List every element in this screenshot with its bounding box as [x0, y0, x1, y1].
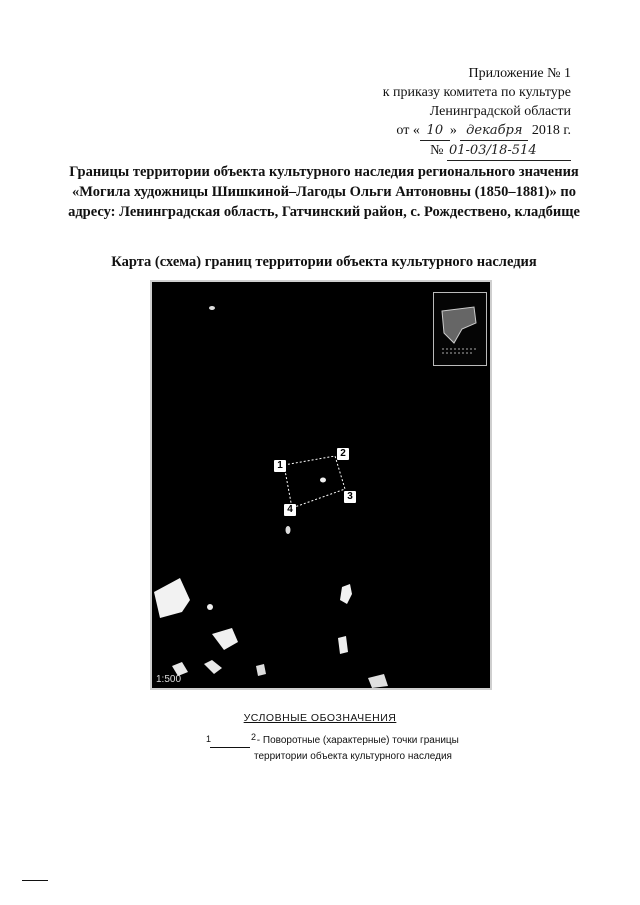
point-label-2: 2 — [337, 448, 349, 460]
map-feature — [256, 664, 266, 676]
title-line-3: адресу: Ленинградская область, Гатчинский район, с. Рождествено, кладбище — [68, 204, 580, 220]
annex-line-2: к приказу комитета по культуре — [382, 85, 571, 100]
footer-rule — [22, 880, 48, 881]
legend-title: УСЛОВНЫЕ ОБОЗНАЧЕНИЯ — [243, 712, 397, 724]
annex-line-1: Приложение № 1 — [468, 66, 571, 81]
date-prefix: от « — [396, 123, 420, 138]
territory-boundary — [284, 456, 345, 508]
annex-line-3: Ленинградской области — [429, 104, 571, 119]
point-label-1: 1 — [274, 460, 286, 472]
annex-number-line — [383, 141, 571, 161]
map-feature — [212, 628, 238, 650]
annex-date-line — [383, 121, 571, 141]
boundary-line-symbol — [206, 732, 256, 748]
point-label-4: 4 — [284, 504, 296, 516]
title-line-2: «Могила художницы Шишкиной–Лагоды Ольги Антоновны (1850–1881)» по — [72, 184, 576, 200]
date-mid: » — [449, 123, 461, 138]
map-feature — [338, 636, 348, 654]
map-spot — [207, 604, 213, 610]
date-month-handwritten: декабря — [460, 121, 528, 141]
legend-text-line-2: территории объекта культурного наследия — [254, 751, 452, 762]
legend-text-line-1: - Поворотные (характерные) точки границы — [256, 735, 459, 746]
symbol-end-label: 2 — [250, 732, 256, 742]
annex-block — [383, 64, 571, 161]
map-feature — [340, 584, 352, 604]
point-label-3: 3 — [344, 491, 356, 503]
map-heading: Карта (схема) границ территории объекта культурного наследия — [111, 254, 537, 270]
overview-inset — [433, 292, 487, 366]
order-number-handwritten: 01-03/18-514 — [447, 141, 571, 161]
legend-row — [206, 732, 459, 749]
boundary-map — [150, 280, 492, 690]
monument-marker — [320, 478, 326, 483]
map-spot — [286, 526, 291, 534]
map-feature — [154, 578, 190, 618]
map-spot — [209, 306, 215, 310]
title-line-1: Границы территории объекта культурного наследия регионального значения — [69, 164, 579, 180]
map-feature — [204, 660, 222, 674]
date-day-handwritten: 10 — [420, 121, 450, 141]
map-feature — [368, 674, 388, 688]
date-year: 2018 г. — [528, 123, 571, 138]
symbol-start-label: 1 — [206, 734, 212, 744]
document-title — [60, 162, 588, 222]
map-scale: 1:500 — [156, 674, 182, 685]
number-prefix: № — [430, 143, 447, 158]
